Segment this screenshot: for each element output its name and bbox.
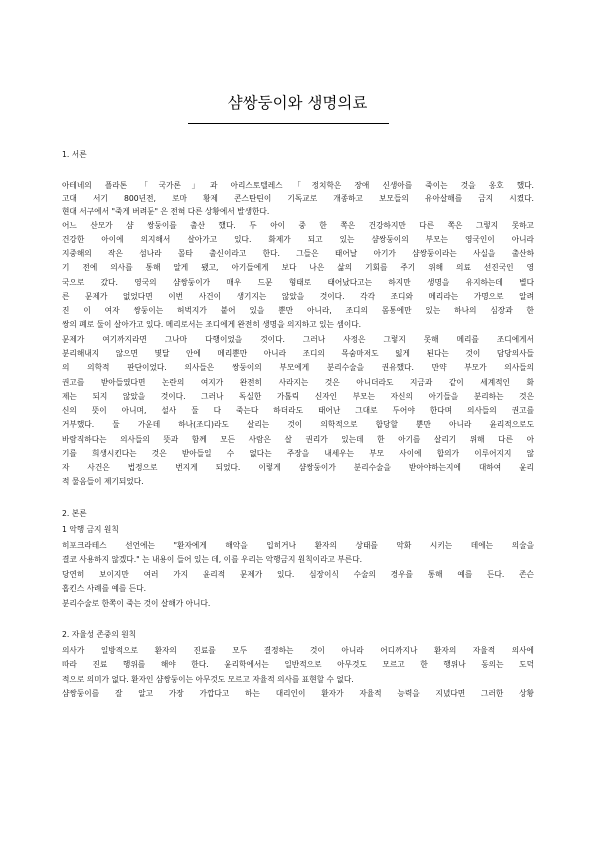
- text-line: 분리수술로 한쪽이 죽는 것이 살해가 아니다.: [62, 599, 211, 608]
- text-line: 른 문제가 없었다면 이번 사건이 생기지는 않았을 것이다. 각각 조디와 메리라는 가명으로 알려: [62, 292, 534, 301]
- text-line: 홉킨스 사례를 예를 든다.: [62, 584, 147, 593]
- text-line: 아테네의 플라톤 「국가론」과 아리스토텔레스「정치학은 장애 신생아를 죽이는 것을 옹호 했다.: [62, 181, 534, 190]
- text-line: 고대 서기 800년전, 로마 황제 콘스탄틴이 기독교로 개종하고 보모들의 유아살해를 금지 시켰다.: [62, 194, 534, 203]
- text-line: 기를 희생시킨다는 것은 받아들일 수 없다는 주장을 내세우는 부모 사이에 합의가 이루어지지 않: [62, 449, 534, 458]
- text-line: 현대 서구에서 "죽게 버려둔" 은 전혀 다른 상황에서 발생한다.: [62, 207, 270, 216]
- text-line: 바람직하다는 의사들의 뜻과 함께 모든 사람은 살 권리가 있는데 한 아기를 살리기 위해 다른 아: [62, 435, 534, 444]
- text-line: 거부했다. 둘 가운데 하나(조디)라도 살리는 것이 의학적으로 합당할 뿐만 아니라 윤리적으로도: [62, 420, 534, 429]
- text-line: 신의 뜻이 아니며, 설사 둘 다 죽는다 하더라도 태어난 그대로 두어야 한다며 의사들의 권고를: [62, 406, 534, 415]
- text-line: 건강한 아이에 의지해서 살아가고 있다. 화제가 되고 있는 샴쌍둥이의 부모는 영국인이 아니라: [62, 235, 534, 244]
- text-line: 1 악행 금지 원칙: [62, 525, 119, 534]
- text-line: 1. 서론: [62, 150, 87, 159]
- text-line: 지중해의 작은 섬나라 몰타 출신이라고 한다. 그들은 태어날 아기가 샴쌍둥이라는 사실을 출산하: [62, 249, 534, 258]
- text-line: 결코 사용하지 않겠다." 는 내용이 들어 있는 데, 이를 우리는 악행금지 원칙이라고 부른다.: [62, 555, 363, 564]
- text-line: 어느 산모가 샴 쌍둥이를 출산 했다. 두 아이 중 한 쪽은 건강하지만 다른 쪽은 그렇지 못하고: [62, 221, 534, 230]
- text-line: 적으로 의미가 없다. 환자인 샴쌍둥이는 아무것도 모르고 자율적 의사를 표현할 수 없다.: [62, 675, 354, 684]
- text-line: 자 사건은 법정으로 번지게 되었다. 이렇게 샴쌍둥이가 분리수술을 받아야하는지에 대하여 윤리: [62, 463, 534, 472]
- text-line: 2. 본론: [62, 509, 87, 518]
- text-line: 샴쌍둥이를 잘 알고 가장 가깝다고 하는 대리인이 환자가 자율적 능력을 지녔다면 그러한 상황: [62, 689, 534, 698]
- text-line: 당연히 보이지만 여러 가지 윤리적 문제가 있다. 심장이식 수술의 경우를 통해 예를 든다. 존슨: [62, 570, 534, 579]
- title-underline: [188, 123, 389, 124]
- text-line: 히포크라테스 선언에는 "환자에게 해악을 입히거나 환자의 상태를 악화 시키는 데에는 의술을: [62, 541, 534, 550]
- text-line: 기 전에 의사를 통해 알게 됐고, 아기들에게 보다 나은 삶의 기회를 주기 위해 의료 선진국인 영: [62, 263, 534, 272]
- text-line: 제는 되지 않았을 것이다. 그러나 독실한 가톨릭 신자인 부모는 자신의 아기들을 분리하는 것은: [62, 392, 534, 401]
- document-title: 샴쌍둥이와 생명의료: [227, 94, 368, 112]
- text-line: 진 이 여자 쌍둥이는 허벅지가 붙어 있을 뿐만 아니라, 조디의 몸통에만 있는 하나의 심장과 한: [62, 306, 534, 315]
- text-line: 권고를 받아들였다면 논란의 여지가 완전히 사라지는 것은 아니더라도 지금과 같이 세계적인 화: [62, 378, 534, 387]
- text-line: 의사가 일방적으로 환자의 진료를 모두 결정하는 것이 아니라 어디까지나 환자의 자율적 의사에: [62, 646, 534, 655]
- text-line: 적 물음들이 제기되었다.: [62, 477, 144, 486]
- text-line: 따라 진료 행위를 해야 한다. 윤리학에서는 일반적으로 아무것도 모르고 한 행위나 동의는 도덕: [62, 660, 534, 669]
- text-line: 의 의학적 판단이었다. 의사들은 쌍둥이의 부모에게 분리수술을 권유했다. 만약 부모가 의사들의: [62, 363, 534, 372]
- text-line: 쌍의 폐로 둘이 살아가고 있다. 메리로서는 조디에게 완전히 생명을 의지하고 있는 셈이다.: [62, 320, 362, 329]
- text-line: 문제가 여기까지라면 그나마 다행이었을 것이다. 그러나 사정은 그렇지 못해 메리를 조디에게서: [62, 335, 534, 344]
- text-line: 국으로 갔다. 영국의 샴쌍둥이가 매우 드문 형태로 태어났다고는 하지만 생명을 유지하는데 별다: [62, 278, 534, 287]
- text-line: 2. 자율성 존중의 원칙: [62, 630, 137, 639]
- text-line: 분리해내지 않으면 몇달 안에 메리뿐만 아니라 조디의 목숨마저도 잃게 된다는 것이 담당의사들: [62, 349, 534, 358]
